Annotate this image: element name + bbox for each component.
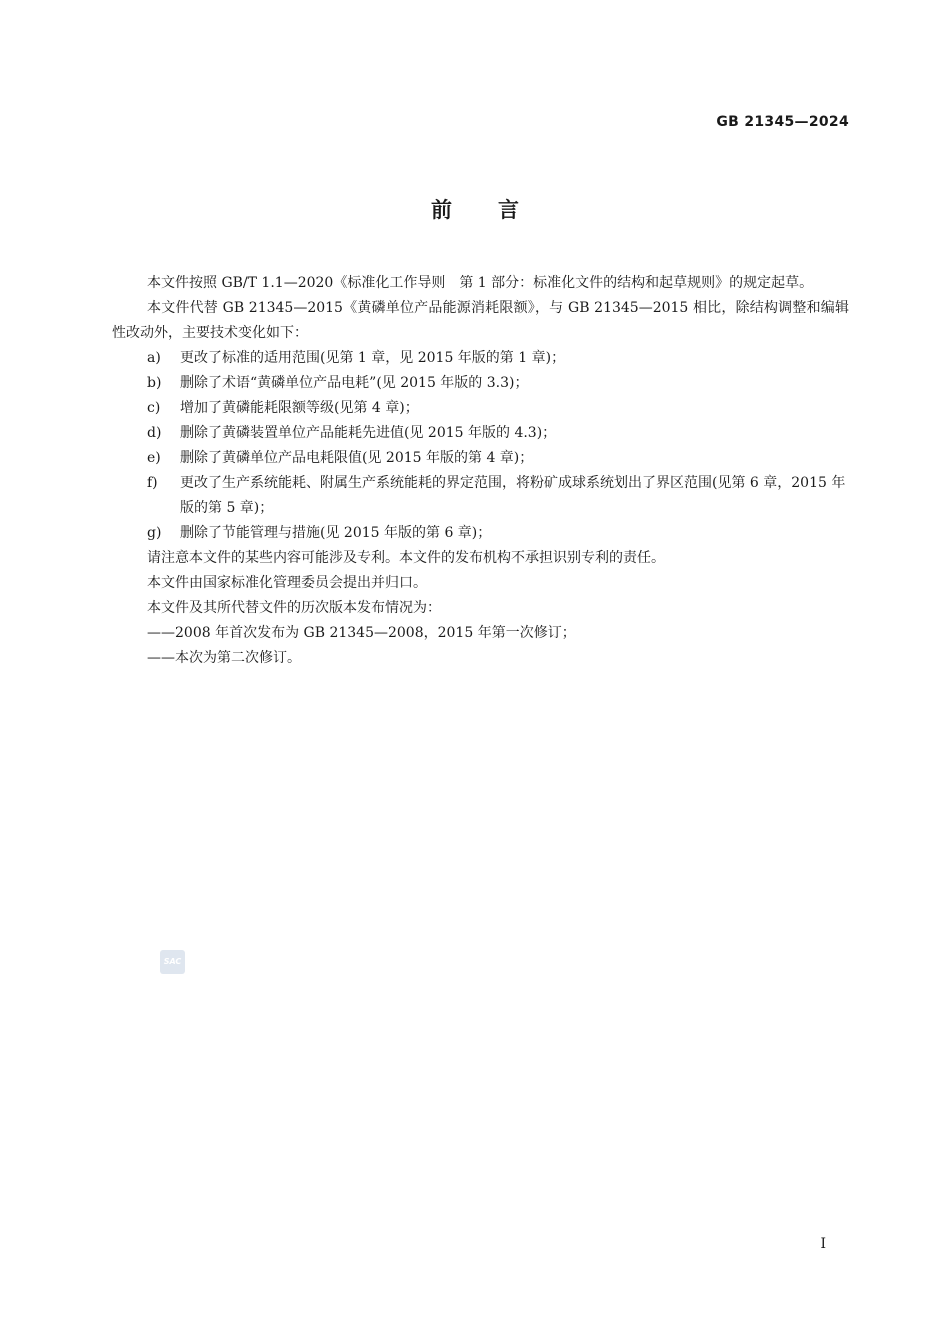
list-item (112, 371, 849, 396)
list-item (112, 446, 849, 471)
list-item-text: 删除了黄磷单位产品电耗限值(见 2015 年版的第 4 章)； (180, 450, 534, 466)
list-item (112, 421, 849, 446)
list-item-label: e) (147, 450, 161, 466)
intro-paragraph-replacement: 本文件代替 GB 21345—2015《黄磷单位产品能源消耗限额》，与 GB 21345—2015 相比，除结构调整和编辑性改动外，主要技术变化如下： (112, 300, 849, 341)
change-list (112, 346, 849, 546)
list-item-label: c) (147, 400, 161, 416)
history-item: ——本次为第二次修订。 (147, 650, 301, 666)
page-number: I (820, 1236, 826, 1252)
list-item-text: 增加了黄磷能耗限额等级(见第 4 章)； (180, 400, 419, 416)
list-item-text: 删除了术语“黄磷单位产品电耗”(见 2015 年版的 3.3)； (180, 375, 529, 391)
list-item-label: a) (147, 350, 161, 366)
list-item (112, 471, 849, 521)
proposer-paragraph: 本文件由国家标准化管理委员会提出并归口。 (147, 575, 427, 591)
history-intro: 本文件及其所代替文件的历次版本发布情况为： (147, 600, 441, 616)
list-item-label: g) (147, 525, 162, 541)
sac-watermark-logo: SAC (160, 950, 185, 974)
document-code: GB 21345—2024 (716, 114, 849, 130)
list-item (112, 346, 849, 371)
patent-notice: 请注意本文件的某些内容可能涉及专利。本文件的发布机构不承担识别专利的责任。 (147, 550, 665, 566)
list-item-label: f) (147, 475, 158, 491)
list-item (112, 396, 849, 421)
list-item-label: b) (147, 375, 162, 391)
history-item: ——2008 年首次发布为 GB 21345—2008，2015 年第一次修订； (147, 625, 576, 641)
list-item-label: d) (147, 425, 162, 441)
page-title: 前言 (431, 198, 565, 222)
document-body (112, 271, 849, 671)
list-item-text: 删除了黄磷装置单位产品能耗先进值(见 2015 年版的 4.3)； (180, 425, 557, 441)
list-item-text: 更改了标准的适用范围(见第 1 章，见 2015 年版的第 1 章)； (180, 350, 566, 366)
list-item-text: 更改了生产系统能耗、附属生产系统能耗的界定范围，将粉矿成球系统划出了界区范围(见第 6 章，2015 年版的第 5 章)； (180, 475, 846, 516)
list-item-text: 删除了节能管理与措施(见 2015 年版的第 6 章)； (180, 525, 492, 541)
list-item (112, 521, 849, 546)
intro-paragraph-drafting: 本文件按照 GB/T 1.1—2020《标准化工作导则 第 1 部分：标准化文件的结构和起草规则》的规定起草。 (147, 275, 814, 291)
